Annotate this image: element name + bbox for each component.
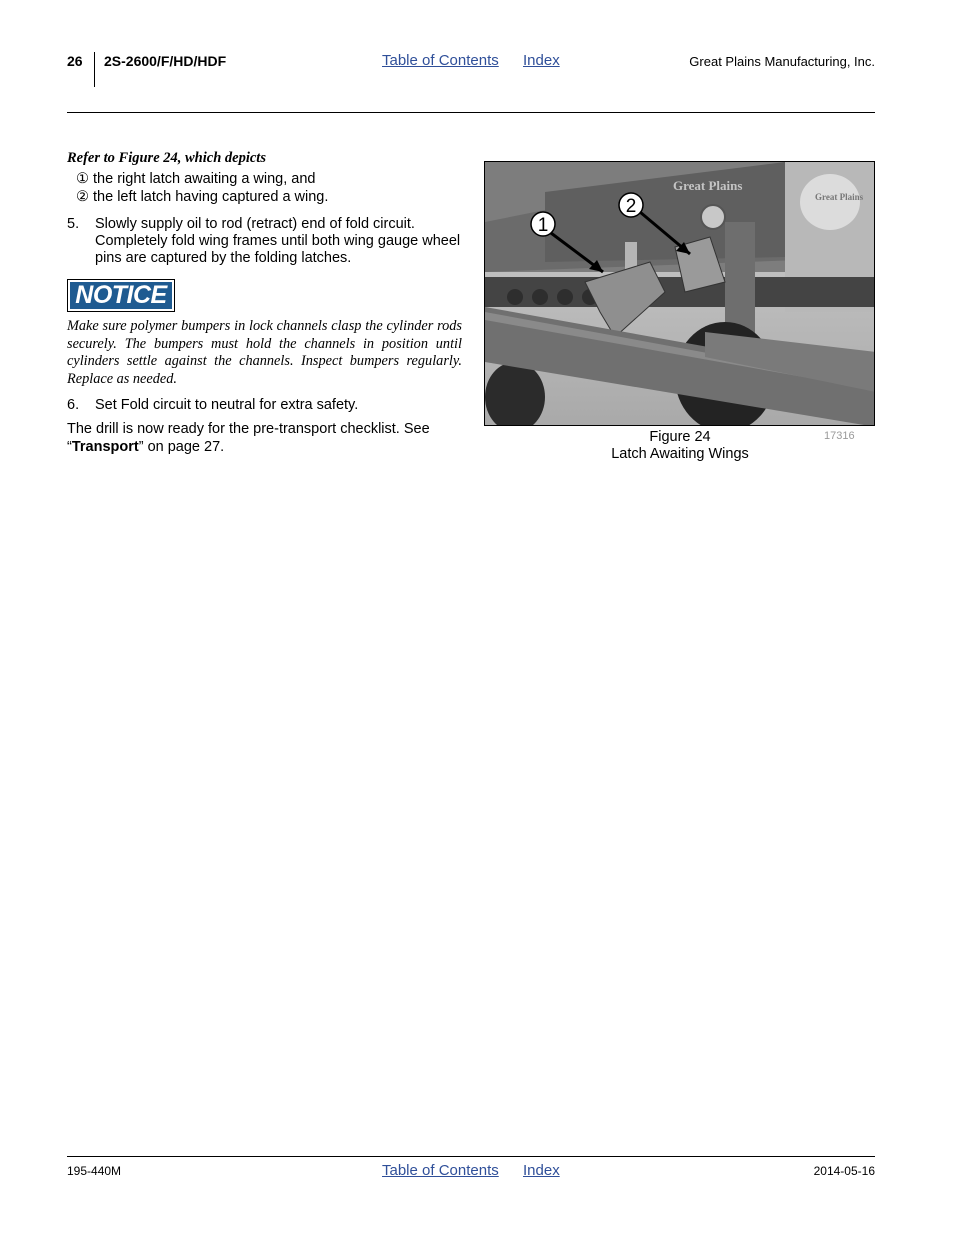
step-text: Slowly supply oil to rod (retract) end of fold circuit. Completely fold wing frames until both wing gauge wheel pins are captured by the folding latches.: [95, 216, 461, 266]
list-item: ② the left latch having captured a wing.: [76, 189, 329, 205]
document-number: 195-440M: [67, 1164, 122, 1178]
figure-image-id: 17316: [824, 430, 855, 442]
header-divider: [94, 52, 95, 87]
footer-index-link[interactable]: Index: [523, 1162, 560, 1179]
notice-label: NOTICE: [70, 282, 172, 309]
step-number: 6.: [67, 397, 80, 413]
ready-text-after: ” on page 27.: [138, 438, 225, 455]
step-number: 5.: [67, 216, 80, 232]
callout-1: 1: [537, 215, 549, 236]
publish-date: 2014-05-16: [813, 1164, 875, 1178]
figure-caption-title: Latch Awaiting Wings: [611, 446, 749, 462]
brand-decal: Great Plains: [815, 192, 864, 202]
header-toc-link[interactable]: Table of Contents: [382, 52, 499, 69]
figure-illustration: [485, 162, 875, 426]
step-text: Set Fold circuit to neutral for extra safety.: [95, 397, 359, 413]
list-item: ① the right latch awaiting a wing, and: [76, 171, 316, 187]
model-title: 2S-2600/F/HD/HDF: [104, 53, 227, 69]
footer-toc-link[interactable]: Table of Contents: [382, 1162, 499, 1179]
figure-caption-number: Figure 24: [649, 429, 711, 445]
figure-photo: [484, 161, 875, 426]
header-rule: [67, 112, 875, 113]
brand-decal: Great Plains: [673, 178, 743, 193]
notice-text: Make sure polymer bumpers in lock channels clasp the cylinder rods securely. The bumpers must hold the channels in position until cylinders settle against the channels. Inspect bumpers regularly. Replace as needed.: [67, 318, 462, 387]
footer-rule: [67, 1156, 875, 1157]
ready-text-before: The drill is now ready for the pre-transport checklist. See “: [67, 421, 430, 455]
header-index-link[interactable]: Index: [523, 52, 560, 69]
callout-2: 2: [625, 196, 637, 217]
step-6: [67, 397, 462, 415]
company-name: Great Plains Manufacturing, Inc.: [689, 54, 875, 69]
transport-reference[interactable]: Transport: [71, 438, 139, 455]
intro-text: Refer to Figure 24, which depicts: [67, 150, 266, 166]
ready-paragraph: [67, 421, 467, 456]
step-5: [67, 216, 462, 268]
page-number: 26: [67, 53, 83, 69]
notice-badge: [67, 279, 175, 312]
